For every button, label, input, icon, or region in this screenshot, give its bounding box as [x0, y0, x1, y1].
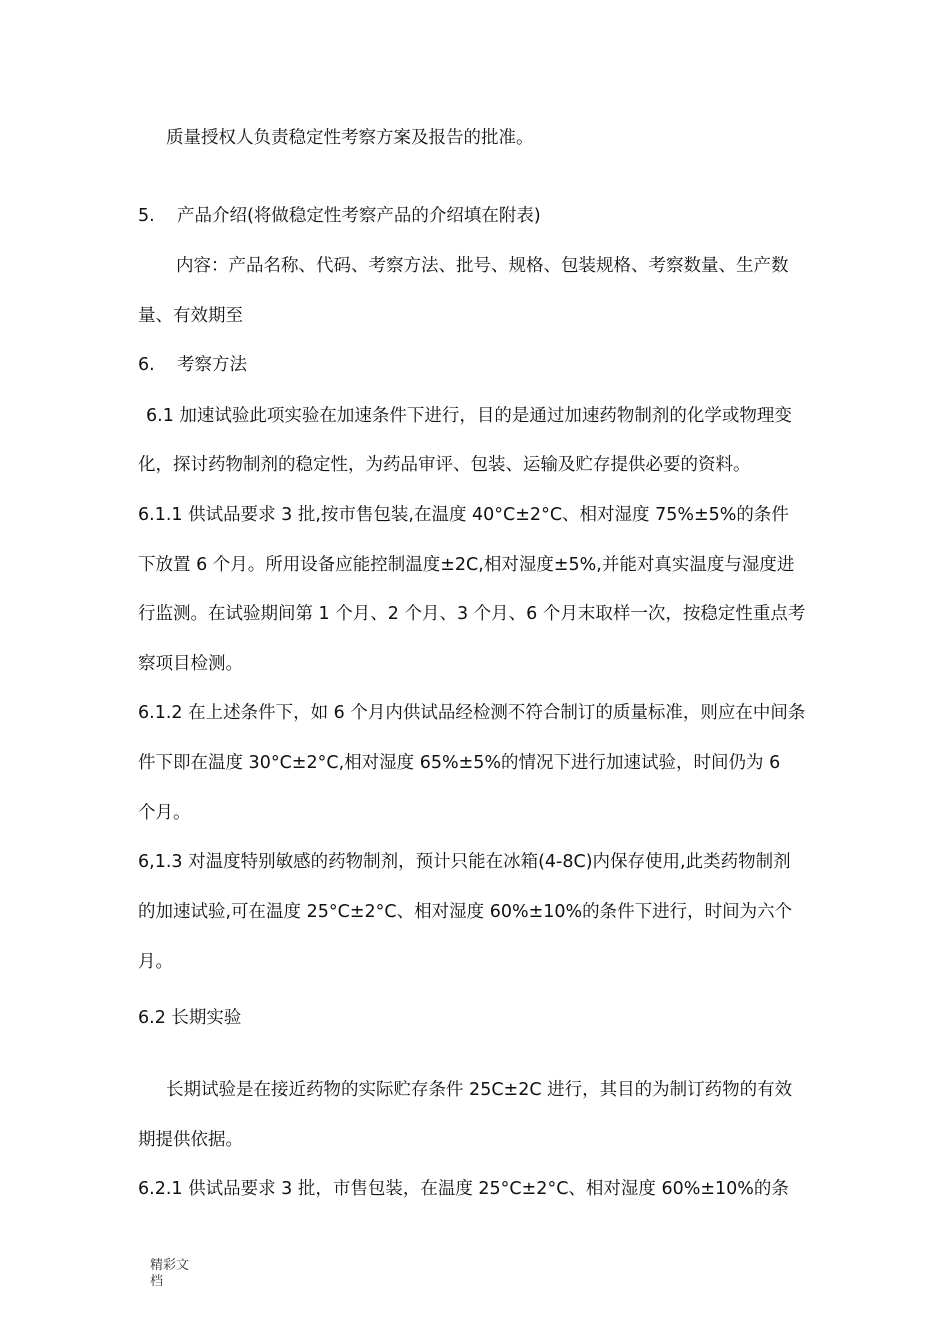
text-line: 行监测。在试验期间第 1 个月、2 个月、3 个月、6 个月末取样一次，按稳定性重点考 [138, 604, 806, 624]
text-line: 化，探讨药物制剂的稳定性，为药品审评、包装、运输及贮存提供必要的资料。 [138, 455, 751, 475]
section-title: 6.2 长期实验 [138, 1008, 242, 1028]
text-line: 6.2.1 供试品要求 3 批，市售包装，在温度 25°C±2°C、相对湿度 60%±10%的条 [138, 1179, 789, 1199]
section-title: 产品介绍(将做稳定性考察产品的介绍填在附表) [177, 206, 541, 226]
text-line: 量、有效期至 [138, 306, 243, 326]
footer-line: 档 [150, 1274, 164, 1289]
text-line: 件下即在温度 30°C±2°C,相对湿度 65%±5%的情况下进行加速试验，时间仍为 6 [138, 753, 781, 773]
text-line: 6.1.1 供试品要求 3 批,按市售包装,在温度 40°C±2°C、相对湿度 75%±5%的条件 [138, 505, 789, 525]
text-line: 月。 [138, 952, 173, 972]
text-line: 6,1.3 对温度特别敏感的药物制剂，预计只能在冰箱(4-8C)内保存使用,此类药物制剂 [138, 852, 791, 872]
text-line: 察项目检测。 [138, 654, 243, 674]
text-line: 质量授权人负责稳定性考察方案及报告的批准。 [166, 128, 534, 148]
text-line: 长期试验是在接近药物的实际贮存条件 25C±2C 进行，其目的为制订药物的有效 [166, 1080, 793, 1100]
text-line: 内容：产品名称、代码、考察方法、批号、规格、包装规格、考察数量、生产数 [176, 256, 789, 276]
text-line: 的加速试验,可在温度 25°C±2°C、相对湿度 60%±10%的条件下进行，时间为六个 [138, 902, 793, 922]
text-line: 个月。 [138, 803, 191, 823]
section-title: 考察方法 [177, 355, 247, 375]
text-line: 6.1 加速试验此项实验在加速条件下进行，目的是通过加速药物制剂的化学或物理变 [146, 406, 792, 426]
footer-line: 精彩文 [150, 1258, 190, 1273]
footer-watermark [150, 1258, 189, 1290]
section-number: 6. [138, 355, 155, 375]
text-line: 6.1.2 在上述条件下，如 6 个月内供试品经检测不符合制订的质量标准，则应在中间条 [138, 703, 806, 723]
text-line: 期提供依据。 [138, 1130, 243, 1150]
text-line: 下放置 6 个月。所用设备应能控制温度±2C,相对湿度±5%,并能对真实温度与湿度进 [138, 555, 795, 575]
section-number: 5. [138, 206, 155, 226]
